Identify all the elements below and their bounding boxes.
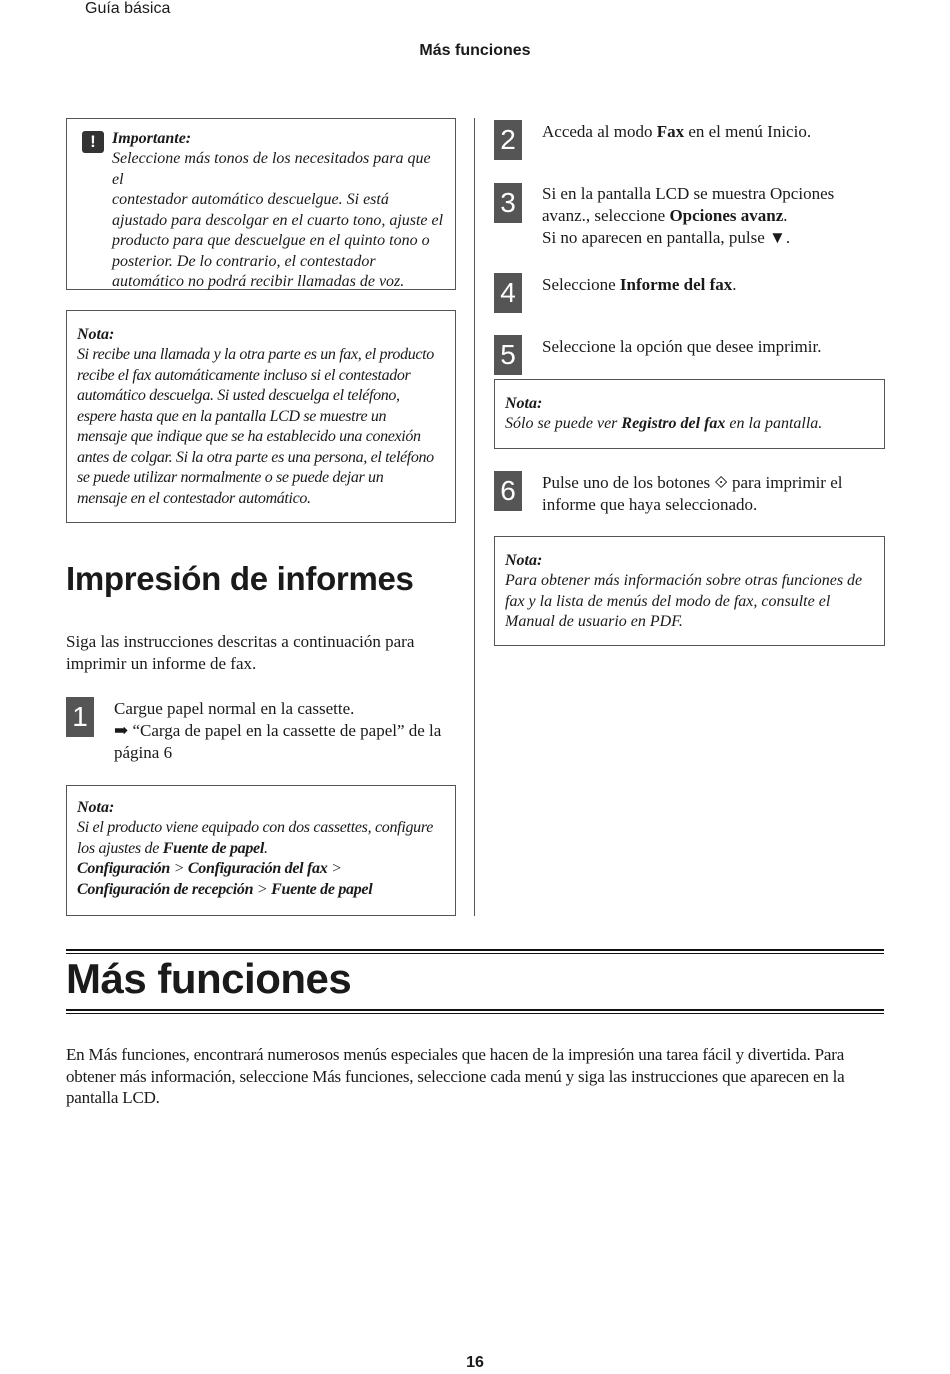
note-line: Si el producto viene equipado con dos cassettes, configure <box>77 819 433 836</box>
note-line: automático descuelga. Si usted descuelga el teléfono, <box>77 387 400 404</box>
text-run: Seleccione <box>542 275 620 294</box>
text-bold: Fax <box>656 122 685 141</box>
note-title: Nota: <box>505 552 543 569</box>
running-header-section: Más funciones <box>419 42 531 59</box>
start-button-icon: ⟐ <box>714 473 728 492</box>
step-6-text <box>542 472 842 516</box>
note-line <box>77 880 445 901</box>
note-title: Nota: <box>77 326 115 343</box>
text-bold: Opciones avanz <box>669 206 784 225</box>
important-line: ajustado para descolgar en el cuarto tono, ajuste el <box>112 211 444 229</box>
note-box-3 <box>494 379 885 449</box>
text-run: Pulse uno de los botones <box>542 473 715 492</box>
text-bold: Configuración <box>77 860 171 877</box>
text-run: Sólo se puede ver <box>505 415 622 432</box>
note-box-1 <box>66 310 456 523</box>
arrow-right-icon: ➡ <box>114 721 129 740</box>
text-bold: Registro del fax <box>621 415 726 432</box>
link-text-page[interactable]: página 6 <box>114 743 173 762</box>
important-title: Importante: <box>112 130 192 147</box>
link-text[interactable]: “Carga de papel en la cassette de papel” de la <box>132 721 442 740</box>
paragraph-line: obtener más información, seleccione Más funciones, seleccione cada menú y siga las instrucciones que aparecen en la <box>66 1066 845 1086</box>
heading-rule-bottom <box>66 1009 884 1011</box>
note-title: Nota: <box>77 799 115 816</box>
exclamation-icon: ! <box>82 131 104 153</box>
text-bold: Configuración del fax <box>187 860 328 877</box>
important-line: automático no podrá recibir llamadas de voz. <box>112 273 405 290</box>
step-1-line: Cargue papel normal en la cassette. <box>114 699 355 718</box>
column-divider <box>474 118 475 916</box>
note-line <box>77 839 445 860</box>
note-box-4 <box>494 536 885 646</box>
note-body <box>77 818 445 900</box>
step-3-text <box>542 183 834 249</box>
important-line: producto para que descuelgue en el quinto tono o <box>112 232 430 249</box>
running-header-guide: Guía básica <box>85 0 171 17</box>
step-number-4: 4 <box>494 273 522 313</box>
step-1-text <box>114 698 441 764</box>
text-run: > <box>170 860 188 877</box>
step-2-text <box>542 121 811 143</box>
text-run: para imprimir el <box>727 473 843 492</box>
note-line: Si recibe una llamada y la otra parte es un fax, el producto <box>77 346 434 363</box>
important-box <box>66 118 456 290</box>
important-line: contestador automático descuelgue. Si está <box>112 191 389 208</box>
step-6-line: informe que haya seleccionado. <box>542 495 758 514</box>
step-6-line <box>542 472 842 494</box>
text-run: en el menú Inicio. <box>684 122 812 141</box>
note-line: se puede utilizar normalmente o se puede dejar un <box>77 469 384 486</box>
note-line: Para obtener más información sobre otras funciones de <box>505 572 863 589</box>
text-run: avanz., seleccione <box>542 206 670 225</box>
step-number-3: 3 <box>494 183 522 223</box>
heading-rule-top <box>66 949 884 951</box>
text-run: . <box>732 275 737 294</box>
chapter-paragraph <box>66 1044 896 1109</box>
paragraph-line: En Más funciones, encontrará numerosos menús especiales que hacen de la impresión una tarea fácil y divertida. Para <box>66 1045 845 1064</box>
note-box-2 <box>66 785 456 916</box>
intro-paragraph <box>66 631 414 674</box>
paragraph-line: pantalla LCD. <box>66 1088 160 1107</box>
step-number-2: 2 <box>494 120 522 160</box>
step-3-line <box>542 205 834 227</box>
text-run: . <box>783 206 788 225</box>
note-body <box>505 571 874 633</box>
heading-rule-bottom-thin <box>66 1013 884 1014</box>
note-line: recibe el fax automáticamente incluso si el contestador <box>77 366 411 384</box>
text-bold: Fuente de papel <box>162 839 265 857</box>
important-body <box>112 149 445 293</box>
text-run: Acceda al modo <box>542 122 657 141</box>
note-title: Nota: <box>505 395 543 412</box>
note-line: Manual de usuario en PDF. <box>505 613 683 630</box>
note-line: mensaje que indique que se ha establecido una conexión <box>77 428 421 445</box>
step-3-line: Si no aparecen en pantalla, pulse ▼. <box>542 228 791 247</box>
note-line: fax y la lista de menús del modo de fax, consulte el <box>505 592 831 610</box>
text-bold: Configuración de recepción <box>77 880 254 898</box>
note-body <box>77 345 445 509</box>
step-number-6: 6 <box>494 471 522 511</box>
important-line: posterior. De lo contrario, el contestador <box>112 252 376 270</box>
note-line: espere hasta que en la pantalla LCD se muestre un <box>77 407 387 425</box>
text-bold: Informe del fax <box>619 275 733 294</box>
step-1-link[interactable] <box>114 720 441 742</box>
text-run: los ajustes de <box>77 839 163 857</box>
note-body <box>505 414 874 435</box>
text-bold: Fuente de papel <box>271 880 373 898</box>
intro-line: imprimir un informe de fax. <box>66 653 257 673</box>
text-run: en la pantalla. <box>725 415 823 432</box>
step-5-text: Seleccione la opción que desee imprimir. <box>542 337 822 356</box>
step-3-line: Si en la pantalla LCD se muestra Opciones <box>542 184 835 203</box>
intro-line: Siga las instrucciones descritas a continuación para <box>66 632 415 651</box>
section-heading: Impresión de informes <box>66 560 414 597</box>
page-number: 16 <box>466 1354 484 1371</box>
chapter-heading: Más funciones <box>66 955 352 1002</box>
text-run: > <box>327 860 342 877</box>
note-line <box>77 859 445 880</box>
text-run: > <box>253 880 272 898</box>
important-line: Seleccione más tonos de los necesitados para que el <box>112 150 431 188</box>
note-line: mensaje en el contestador automático. <box>77 489 311 507</box>
heading-rule-top-thin <box>66 953 884 954</box>
step-number-1: 1 <box>66 697 94 737</box>
step-4-text <box>542 274 737 296</box>
step-number-5: 5 <box>494 335 522 375</box>
text-run: . <box>264 839 268 857</box>
note-line: antes de colgar. Si la otra parte es una persona, el teléfono <box>77 448 434 466</box>
